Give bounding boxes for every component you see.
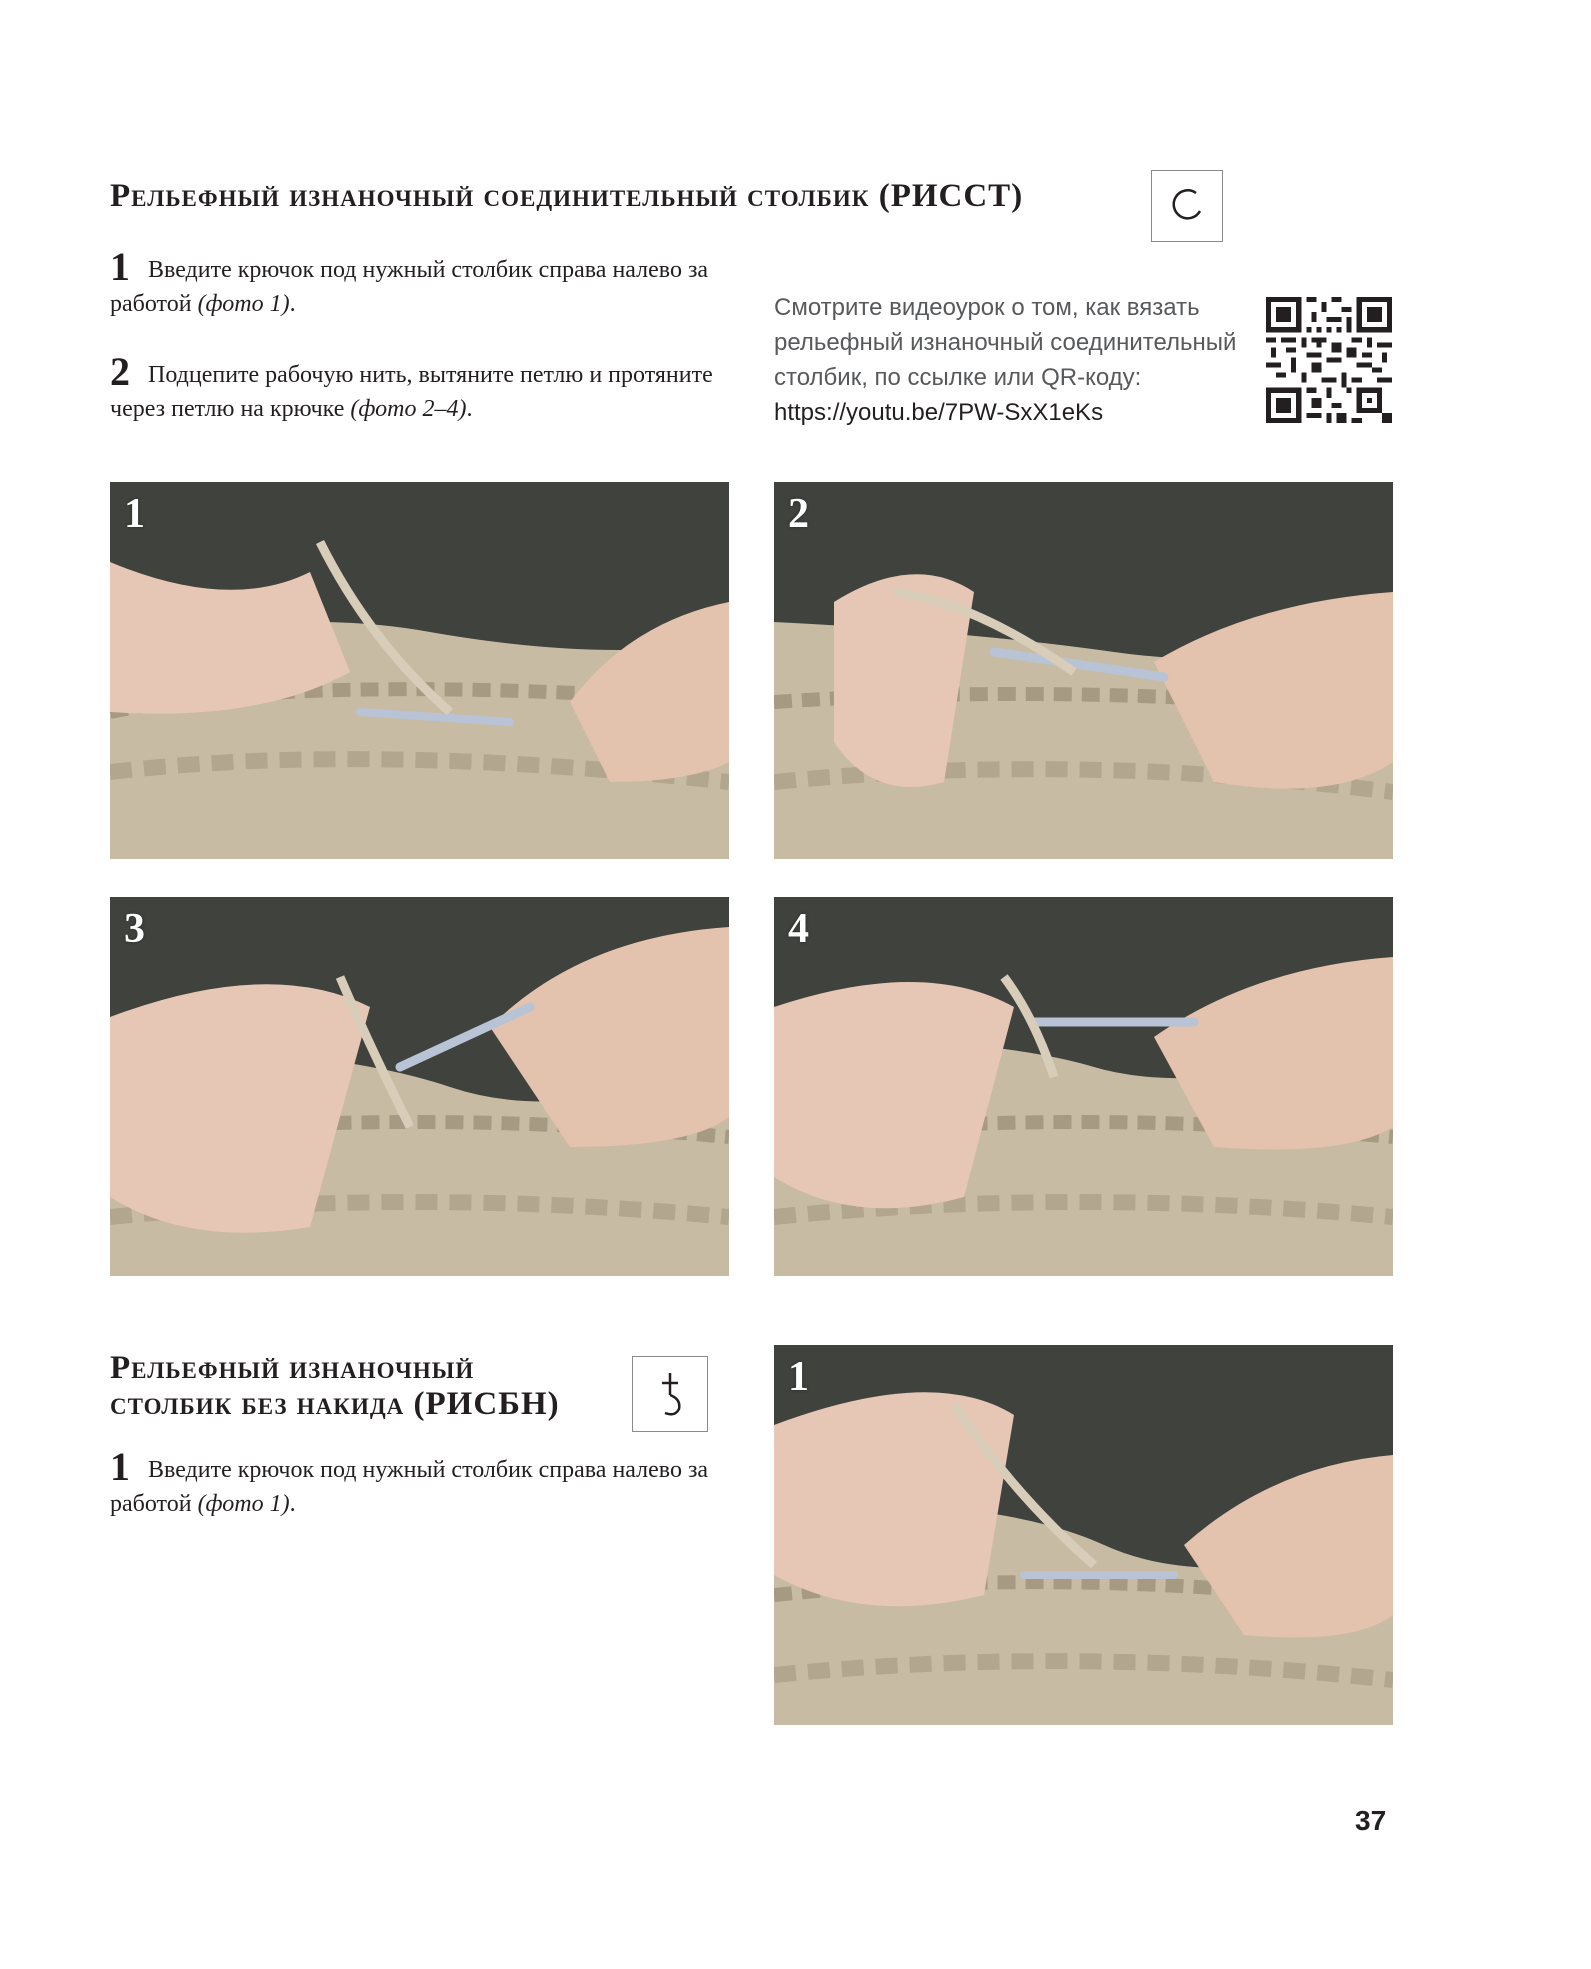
video-note-text: Смотрите видеоурок о том, как вязать рельефный изнаночный соединительный столбик, по ссылке или QR-коду: [774,294,1237,391]
qr-code-icon[interactable] [1266,297,1392,423]
video-lesson-note [774,290,1254,430]
video-link[interactable]: https://youtu.be/7PW-SxX1eKs [774,399,1104,426]
step-text: Введите крючок под нужный столбик справа налево за работой [110,257,709,317]
step-number: 1 [110,1444,130,1489]
crochet-photo-illustration [774,897,1393,1276]
crochet-photo-illustration [110,897,729,1276]
crochet-photo-illustration [110,482,729,859]
photo-ref: (фото 2–4) [350,396,467,422]
step-text: Введите крючок под нужный столбик справа налево за работой [110,1457,709,1517]
step-1: 1 Введите крючок под нужный столбик справа налево за работой (фото 1). [110,1444,709,1517]
step-number: 2 [110,349,130,394]
photo-number: 1 [788,1354,809,1400]
crochet-photo-illustration [774,482,1393,859]
section-title-line: столбик без накида (РИСБН) [110,1386,560,1422]
section-title-risbn [110,1350,560,1422]
section-title-line: Рельефный изнаночный [110,1350,475,1386]
back-post-single-crochet-symbol-icon [632,1356,708,1432]
crochet-photo-illustration [774,1345,1393,1725]
photo-1-risbn [774,1345,1393,1725]
photo-ref: (фото 1) [197,291,290,317]
photo-1 [110,482,729,859]
section-title-risst: Рельефный изнаночный соединительный столбик (РИССТ) [110,178,1024,214]
photo-2 [774,482,1393,859]
photo-number: 1 [124,491,145,537]
photo-4 [774,897,1393,1276]
slip-stitch-symbol-icon [1151,170,1223,242]
photo-number: 4 [788,906,809,952]
step-1: 1 Введите крючок под нужный столбик справа налево за работой (фото 1). [110,244,709,317]
step-text: Подцепите рабочую нить, вытяните петлю и протяните через петлю на крючке [110,362,713,422]
photo-number: 3 [124,906,145,952]
page-number: 37 [1355,1805,1387,1836]
step-2: 2 Подцепите рабочую нить, вытяните петлю и протяните через петлю на крючке (фото 2–4). [110,349,713,422]
photo-ref: (фото 1) [197,1491,290,1517]
photo-3 [110,897,729,1276]
photo-number: 2 [788,491,809,537]
step-number: 1 [110,244,130,289]
